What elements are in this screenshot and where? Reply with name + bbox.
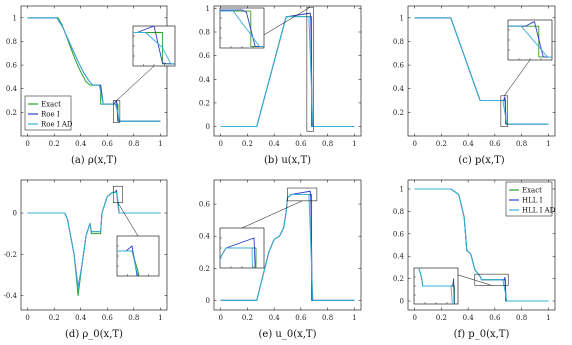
panel-rho0 [0,180,330,345]
y-tick-label: 0.2 [5,108,17,117]
y-tick-label: 0.6 [198,52,210,61]
x-tick-label: 1 [352,314,357,322]
y-tick-label: 0 [205,296,210,305]
x-tick-label: 0.8 [322,140,334,148]
zoom-connector [118,203,138,236]
x-tick-label: 0.4 [268,140,280,148]
x-tick-label: 0.6 [101,140,113,148]
panel-rho [0,0,431,166]
x-tick-label: 0 [218,314,223,322]
y-tick-label: 0.8 [392,207,404,216]
y-tick-label: 0.8 [392,37,404,46]
x-tick-label: 0.8 [322,314,334,322]
zoom-connector [504,60,530,96]
panel-caption: (f) p_0(x,T) [453,329,510,340]
y-tick-label: 0.6 [392,61,404,70]
x-tick-label: 0.6 [489,140,501,148]
x-tick-label: 0 [412,140,417,148]
x-tick-label: 0.4 [462,314,474,322]
x-tick-label: 0.4 [268,314,280,322]
x-tick-label: 0.8 [128,314,140,322]
x-tick-label: 0 [412,314,417,322]
y-tick-label: 0.2 [392,275,404,284]
panel-caption: (d) ρ_0(x,T) [65,329,123,340]
series-line-2 [0,0,572,57]
panel-caption: (e) u_0(x,T) [258,329,317,340]
y-tick-label: 0.6 [392,230,404,239]
legend-label: Exact [522,186,542,195]
y-tick-label: 0.6 [198,200,210,209]
y-tick-label: 0.8 [5,37,17,46]
y-tick-label: 1 [399,14,404,23]
x-tick-label: 0 [25,314,30,322]
y-tick-label: -0.4 [3,292,17,301]
series-line-1 [0,11,532,46]
y-tick-label: 0.2 [392,108,404,117]
x-tick-label: 0.4 [75,140,87,148]
x-tick-label: 0.8 [516,140,528,148]
series-line-1 [0,0,572,57]
y-tick-label: 0.8 [198,28,210,37]
series-line-3 [0,11,532,46]
x-tick-label: 0.6 [295,314,307,322]
x-tick-label: 1 [546,140,551,148]
inset-frame [220,8,264,48]
x-tick-label: 0.4 [462,140,474,148]
legend-label: HLL I [522,196,543,205]
panel-caption: (b) u(x,T) [263,155,312,166]
y-tick-label: 0 [205,123,210,132]
legend-label: Roe I [41,110,60,119]
x-tick-label: 1 [158,140,163,148]
x-tick-label: 0.6 [489,314,501,322]
x-tick-label: 0.8 [128,140,140,148]
x-tick-label: 0.2 [48,314,60,322]
zoom-connector [242,201,302,228]
y-tick-label: 1 [12,14,17,23]
legend-label: HLL I AD [522,206,556,215]
zoom-connector [117,66,154,101]
y-tick-label: 0.2 [198,264,210,273]
x-tick-label: 1 [158,314,163,322]
y-tick-label: 0 [12,209,17,218]
y-tick-label: 0.4 [198,232,210,241]
x-tick-label: 0.2 [48,140,60,148]
y-tick-label: 0.6 [5,61,17,70]
x-tick-label: 0.4 [75,314,87,322]
x-tick-label: 0.2 [435,314,447,322]
y-tick-label: 1 [399,185,404,194]
x-tick-label: 0 [218,140,223,148]
x-tick-label: 1 [546,314,551,322]
y-tick-label: 0.4 [392,252,404,261]
x-tick-label: 0.2 [435,140,447,148]
series-line-3 [0,0,572,57]
panel-caption: (a) ρ(x,T) [70,155,118,166]
y-tick-label: 0.2 [198,99,210,108]
y-tick-label: 0.4 [392,85,404,94]
y-tick-label: 0 [399,297,404,306]
x-tick-label: 0.6 [101,314,113,322]
x-tick-label: 0.8 [516,314,528,322]
y-tick-label: 0.4 [5,85,17,94]
panel-caption: (c) p(x,T) [458,155,505,166]
x-tick-label: 1 [352,140,357,148]
legend-label: Roe I AD [41,120,73,129]
y-tick-label: 0.4 [198,75,210,84]
x-tick-label: 0 [25,140,30,148]
legend-label: Exact [41,100,61,109]
x-tick-label: 0.2 [241,140,253,148]
x-tick-label: 0.2 [241,314,253,322]
y-tick-label: -0.2 [3,250,17,259]
y-tick-label: 1 [205,4,210,13]
series-line-2 [0,10,532,47]
x-tick-label: 0.6 [295,140,307,148]
